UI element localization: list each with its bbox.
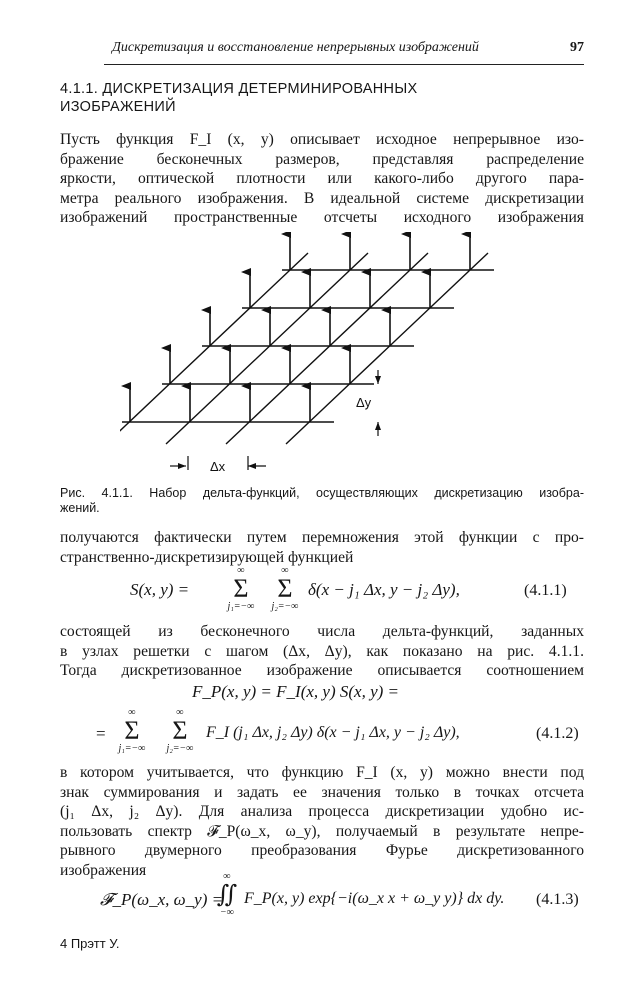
running-title: Дискретизация и восстановление непрерывных изображений xyxy=(112,40,479,55)
eq3-integral xyxy=(212,872,242,918)
eq1-number: (4.1.1) xyxy=(524,582,567,599)
eq2-prefix: = xyxy=(96,724,106,743)
eq2-sum1 xyxy=(112,708,152,754)
double-integral-symbol: ∬ xyxy=(216,882,238,908)
paragraph-line: знак суммирования и задать ее значения только в точках отсчета xyxy=(60,783,584,801)
paragraph-line: странственно-дискретизирующей функцией xyxy=(60,548,354,566)
lattice-diagonal-line xyxy=(286,253,488,444)
eq2-sum1-lower: j₁=−∞ xyxy=(118,743,146,754)
eq2-body: F_I (j₁ Δx, j₂ Δy) δ(x − j₁ Δx, y − j₂ Δy), xyxy=(206,724,460,741)
eq2-sum1-upper: ∞ xyxy=(128,707,136,718)
section-heading xyxy=(60,80,480,116)
paragraph-line: в котором учитывается, что функцию F_I (x, y) можно внести под xyxy=(60,764,584,781)
eq1-sum1-upper: ∞ xyxy=(237,565,245,576)
eq2-line1: F_P(x, y) = F_I(x, y) S(x, y) = xyxy=(192,682,399,701)
paragraph-line: получаются фактически путем перемножения этой функции с про- xyxy=(60,529,584,546)
dx-label: Δx xyxy=(210,459,226,474)
caption-line2: жений. xyxy=(60,501,100,515)
eq1-sum1-lower: j₁=−∞ xyxy=(227,601,255,612)
eq1-sum2 xyxy=(268,566,302,612)
lattice-diagonal-line xyxy=(166,253,368,444)
eq2-sum2 xyxy=(160,708,200,754)
paragraph-line: в узлах решетки с шагом (Δx, Δy), как показано на рис. 4.1.1. xyxy=(60,642,584,660)
eq3-int-lower: −∞ xyxy=(220,907,234,918)
paragraph-line: яркости, оптической плотности или какого-либо другого пара- xyxy=(60,170,584,187)
eq2-number: (4.1.2) xyxy=(536,725,579,742)
eq1-sum2-lower: j₂=−∞ xyxy=(271,601,299,612)
eq2-sum2-lower: j₂=−∞ xyxy=(166,743,194,754)
eq1-sum1 xyxy=(224,566,258,612)
paragraph-line: состоящей из бесконечного числа дельта-функций, заданных xyxy=(60,623,584,640)
eq3-body: F_P(x, y) exp{−i(ω_x x + ω_y y)} dx dy. xyxy=(244,890,505,907)
delta-lattice-figure xyxy=(120,232,520,480)
sigma-symbol: Σ xyxy=(277,574,293,603)
caption-line1: Рис. 4.1.1. Набор дельта-функций, осуществляющих дискретизацию изобра- xyxy=(60,486,584,500)
sigma-symbol: Σ xyxy=(172,716,188,745)
eq1-lhs: S(x, y) = xyxy=(130,580,190,599)
header-rule xyxy=(104,64,584,65)
lattice-diagonal-line xyxy=(226,253,428,444)
paragraph-line: (j₁ Δx, j₂ Δy). Для анализа процесса дискретизации удобно ис- xyxy=(60,803,584,820)
paragraph-line: Тогда дискретизованное изображение описывается соотношением xyxy=(60,662,584,679)
figure-caption xyxy=(60,486,584,516)
eq2-sum2-upper: ∞ xyxy=(176,707,184,718)
paragraph-line: рывного двумерного преобразования Фурье дискретизованного xyxy=(60,842,584,859)
sigma-symbol: Σ xyxy=(233,574,249,603)
paragraph-1 xyxy=(60,130,584,228)
section-title-line2: ИЗОБРАЖЕНИЙ xyxy=(60,99,176,115)
footer-signature: 4 Прэтт У. xyxy=(60,936,120,951)
eq3-int-upper: ∞ xyxy=(223,871,231,882)
paragraph-line: бражение бесконечных размеров, представляя распределение xyxy=(60,150,584,168)
eq3-number: (4.1.3) xyxy=(536,891,579,908)
paragraph-3 xyxy=(60,622,584,681)
eq3-lhs: 𝓕_P(ω_x, ω_y) = xyxy=(100,890,224,909)
section-title-line1: 4.1.1. ДИСКРЕТИЗАЦИЯ ДЕТЕРМИНИРОВАННЫХ xyxy=(60,81,418,97)
paragraph-line: метра реального изображения. В идеальной системе дискретизации xyxy=(60,189,584,207)
eq1-sum2-upper: ∞ xyxy=(281,565,289,576)
lattice-diagonal-line xyxy=(120,253,308,444)
paragraph-line: изображений пространственные отсчеты исходного изображения xyxy=(60,209,584,226)
paragraph-4 xyxy=(60,763,584,880)
paragraph-2 xyxy=(60,528,584,567)
dy-label: Δy xyxy=(356,395,372,410)
sigma-symbol: Σ xyxy=(124,716,140,745)
eq1-body: δ(x − j₁ Δx, y − j₂ Δy), xyxy=(308,580,460,599)
paragraph-line: изображения xyxy=(60,861,147,879)
paragraph-line: пользовать спектр 𝓕_P(ω_x, ω_y), получаемый в результате непре- xyxy=(60,822,584,840)
page-number: 97 xyxy=(570,40,584,55)
paragraph-line: Пусть функция F_I (x, y) описывает исходное непрерывное изо- xyxy=(60,131,584,148)
